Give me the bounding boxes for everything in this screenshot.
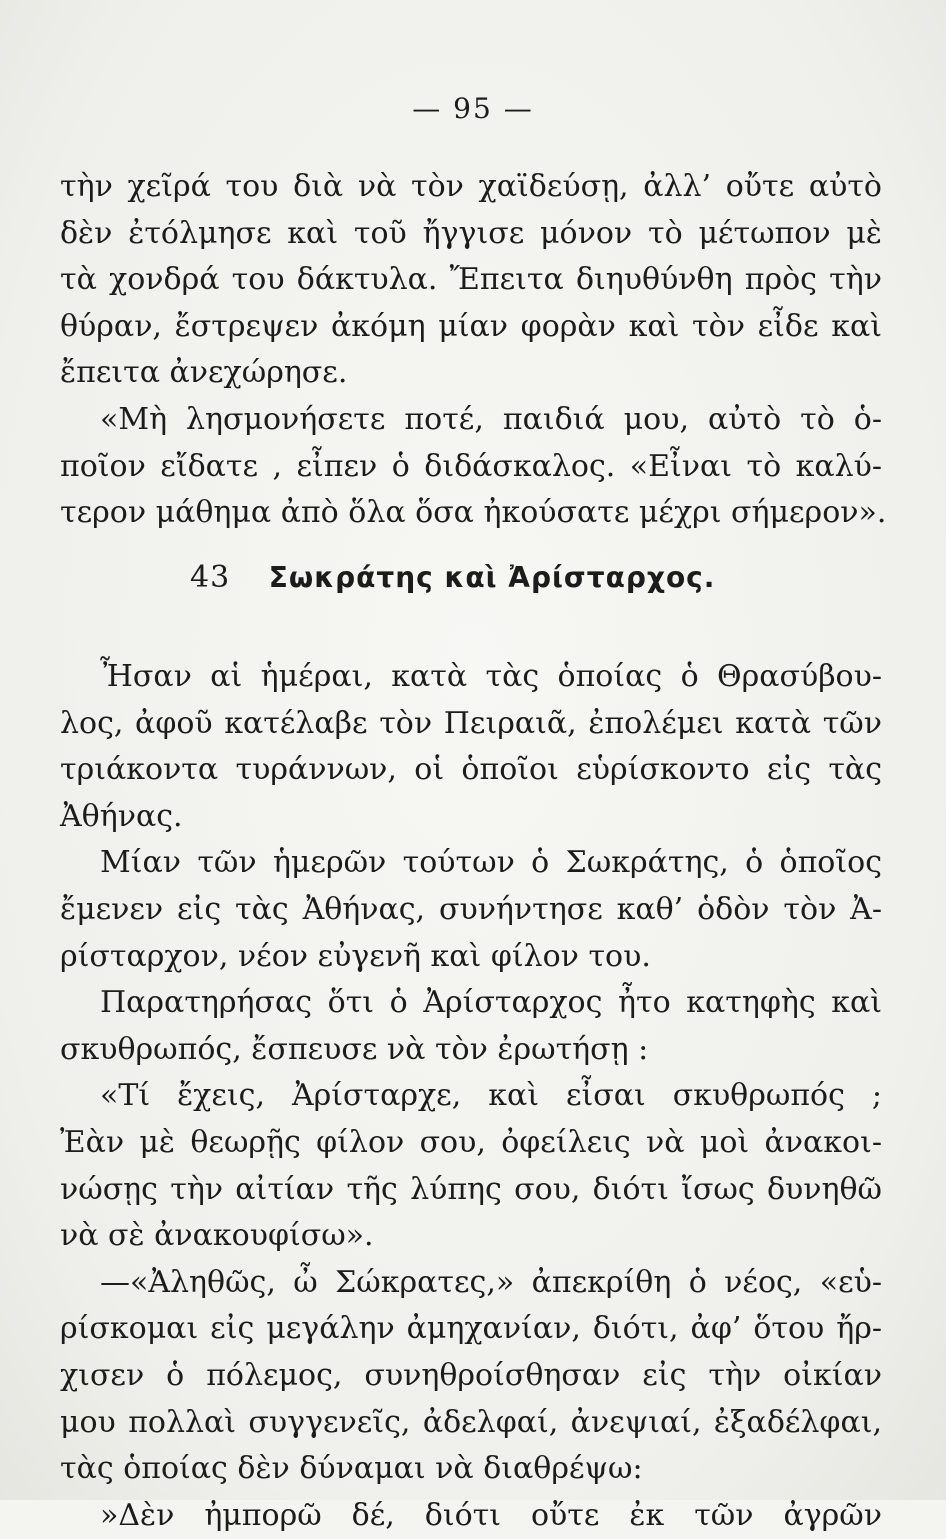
text-line: δὲν ἐτόλμησε καὶ τοῦ ἤγγισε μόνον τὸ μέτωπον μὲ	[60, 215, 882, 251]
paragraph-block-top	[60, 164, 887, 537]
text-line: λος, ἀφοῦ κατέλαβε τὸν Πειραιᾶ, ἐπολέμει κατὰ τῶν	[60, 705, 882, 741]
text-line: Παρατηρήσας ὅτι ὁ Ἀρίσταρχος ἦτο κατηφὴς καὶ	[100, 985, 882, 1021]
text-line: «Μὴ λησμονήσετε ποτέ, παιδιά μου, αὐτὸ τὸ ὁ-	[100, 401, 882, 437]
section-heading	[190, 560, 715, 595]
text-line: ἔπειτα ἀνεχώρησε.	[60, 355, 348, 391]
section-number: 43	[190, 560, 231, 595]
text-line: ἔμενεν εἰς τὰς Ἀθήνας, συνήντησε καθ’ ὁδὸν τὸν Ἀ-	[60, 891, 882, 927]
text-line: »Δὲν ἠμπορῶ δέ, διότι οὔτε ἐκ τῶν ἀγρῶν	[100, 1497, 882, 1533]
text-line: θύραν, ἔστρεψεν ἀκόμη μίαν φορὰν καὶ τὸν εἶδε καὶ	[60, 308, 882, 344]
text-line: μου πολλαὶ συγγενεῖς, ἀδελφαί, ἀνεψιαί, ἐξαδέλφαι,	[60, 1404, 882, 1440]
text-line: ρίσταρχον, νέον εὐγενῆ καὶ φίλον του.	[60, 938, 651, 974]
text-line: Μίαν τῶν ἡμερῶν τούτων ὁ Σωκράτης, ὁ ὁποῖος	[100, 845, 882, 881]
text-line: τερον μάθημα ἀπὸ ὅλα ὅσα ἠκούσατε μέχρι σήμερον».	[60, 495, 887, 531]
text-line: ρίσκομαι εἰς μεγάλην ἀμηχανίαν, διότι, ἀφ’ ὅτου ἤρ-	[60, 1311, 882, 1347]
text-line: τὰ χονδρά του δάκτυλα. Ἔπειτα διηυθύνθη πρὸς τὴν	[60, 262, 882, 298]
text-line: σκυθρωπός, ἔσπευσε νὰ τὸν ἐρωτήσῃ :	[60, 1031, 649, 1067]
text-line: τὰς ὁποίας δὲν δύναμαι νὰ διαθρέψω:	[60, 1451, 643, 1487]
text-line: «Τί ἔχεις, Ἀρίσταρχε, καὶ εἶσαι σκυθρωπός ;	[100, 1078, 882, 1114]
paragraph-block-bottom	[60, 654, 882, 1539]
text-line: Ἐὰν μὲ θεωρῇς φίλον σου, ὀφείλεις νὰ μοὶ ἀνακοι-	[60, 1124, 882, 1160]
text-line: Ἦσαν αἱ ἡμέραι, κατὰ τὰς ὁποίας ὁ Θρασύβου-	[100, 659, 882, 694]
text-line: —«Ἀληθῶς, ὦ Σώκρατες,» ἀπεκρίθη ὁ νέος, «εὑ-	[100, 1264, 882, 1300]
text-line: νώσῃς τὴν αἰτίαν τῆς λύπης σου, διότι ἴσως δυνηθῶ	[60, 1171, 882, 1207]
text-line: τριάκοντα τυράννων, οἱ ὁποῖοι εὑρίσκοντο εἰς τὰς	[60, 752, 882, 788]
section-title: Σωκράτης καὶ Ἀρίσταρχος.	[268, 561, 716, 594]
text-line: νὰ σὲ ἀνακουφίσω».	[60, 1218, 374, 1254]
text-line: ποῖον εἴδατε , εἶπεν ὁ διδάσκαλος. «Εἶναι τὸ καλύ-	[60, 448, 882, 484]
page-number: — 95 —	[412, 92, 534, 125]
text-line: χισεν ὁ πόλεμος, συνηθροίσθησαν εἰς τὴν οἰκίαν	[60, 1357, 882, 1393]
text-line: τὴν χεῖρά του διὰ νὰ τὸν χαϊδεύσῃ, ἀλλ’ οὔτε αὐτὸ	[60, 169, 882, 204]
text-line: Ἀθήνας.	[60, 798, 183, 834]
